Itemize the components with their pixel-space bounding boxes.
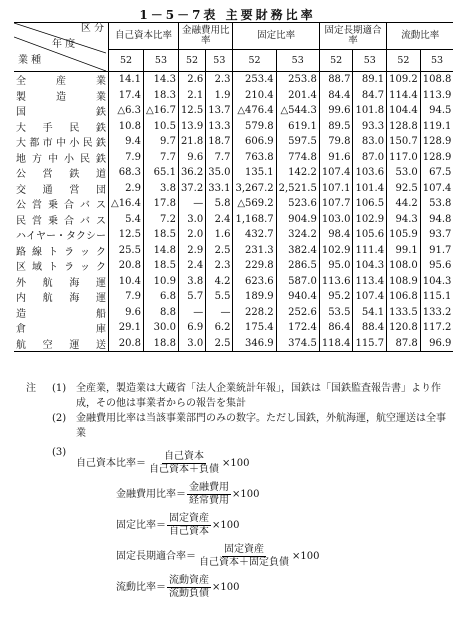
- table-cell: 3.0: [178, 212, 205, 228]
- table-cell: 20.8: [109, 258, 144, 274]
- table-row: [14, 305, 453, 321]
- table-cell: 117.0: [387, 150, 421, 166]
- table-cell: 105.6: [353, 227, 387, 243]
- table-cell: 115.7: [353, 336, 387, 352]
- table-cell: 5.7: [178, 289, 205, 305]
- table-cell: 119.1: [420, 119, 453, 135]
- formula-denominator: 自己資本＋固定負債: [199, 557, 289, 568]
- table-cell: 128.9: [420, 134, 453, 150]
- table-cell: 107.1: [319, 181, 353, 197]
- table-cell: 904.9: [276, 212, 319, 228]
- formula-fraction: [147, 451, 221, 476]
- table-cell: 201.4: [276, 88, 319, 104]
- table-cell: 86.4: [319, 320, 353, 336]
- corner-industry-label: 業 種: [18, 55, 42, 66]
- row-label: 外 航 海 運: [16, 277, 106, 289]
- table-cell: 374.5: [276, 336, 319, 352]
- table-cell: 113.9: [420, 88, 453, 104]
- table-cell: △16.4: [109, 196, 144, 212]
- table-cell: 432.7: [233, 227, 276, 243]
- table-row: [14, 103, 453, 119]
- table-cell: 113.4: [353, 274, 387, 290]
- table-cell: 111.4: [353, 243, 387, 259]
- formula-denominator: 自己資本＋負債: [149, 464, 219, 475]
- table-cell: 128.8: [387, 119, 421, 135]
- year-header: 52: [178, 50, 205, 72]
- formula: [76, 575, 446, 600]
- table-cell: 8.8: [143, 305, 178, 321]
- table-cell: 104.3: [353, 258, 387, 274]
- table-cell: 12.5: [178, 103, 205, 119]
- table-cell: 133.5: [387, 305, 421, 321]
- note-1-text: 全産業，製造業は大蔵省「法人企業統計年報」，国鉄は「国鉄監査報告書」より作成，その他は事業者からの報告を集計: [76, 383, 441, 409]
- table-cell: 7.7: [206, 150, 233, 166]
- table-title: 1－5－7表 主要財務比率: [139, 8, 316, 22]
- formula-fraction: [187, 482, 231, 507]
- formula-denominator: 流動負債: [169, 588, 209, 599]
- table-cell: △16.7: [143, 103, 178, 119]
- table-row: [14, 320, 453, 336]
- table-cell: 2.4: [206, 212, 233, 228]
- year-header: 52: [387, 50, 421, 72]
- formula-lhs: 固定長期適合率＝: [116, 551, 196, 562]
- formula: [76, 451, 446, 476]
- table-cell: 9.6: [178, 150, 205, 166]
- table-cell: 94.8: [420, 212, 453, 228]
- table-cell: 33.1: [206, 181, 233, 197]
- table-cell: 101.4: [353, 181, 387, 197]
- table-row: [14, 119, 453, 135]
- table-body: [14, 72, 453, 352]
- formula-list: [76, 445, 446, 600]
- table-cell: 95.0: [319, 258, 353, 274]
- table-cell: 6.2: [206, 320, 233, 336]
- table-cell: 117.2: [420, 320, 453, 336]
- table-cell: 18.7: [206, 134, 233, 150]
- table-cell: 579.8: [233, 119, 276, 135]
- table-cell: 95.6: [420, 258, 453, 274]
- formula-fraction: [167, 513, 211, 538]
- table-cell: 2.5: [206, 243, 233, 259]
- formula-multiplier: ×100: [232, 489, 260, 500]
- table-row: [14, 165, 453, 181]
- notes-label: 注: [26, 383, 36, 394]
- table-cell: 172.4: [276, 320, 319, 336]
- table-cell: 7.7: [143, 150, 178, 166]
- table-cell: 10.9: [143, 274, 178, 290]
- table-cell: 2.9: [178, 243, 205, 259]
- formula: [76, 544, 446, 569]
- row-label: 区域トラック: [16, 262, 106, 274]
- table-cell: 107.4: [319, 165, 353, 181]
- table-cell: 17.4: [109, 88, 144, 104]
- table-cell: 253.8: [276, 72, 319, 88]
- table-cell: 4.2: [206, 274, 233, 290]
- formula-fraction: [197, 544, 291, 569]
- table-cell: 44.2: [387, 196, 421, 212]
- table-cell: 107.4: [353, 289, 387, 305]
- table-cell: 346.9: [233, 336, 276, 352]
- row-label: 大 手 民 鉄: [16, 122, 106, 134]
- table-cell: 619.1: [276, 119, 319, 135]
- table-cell: 128.9: [420, 150, 453, 166]
- table-cell: 106.5: [353, 196, 387, 212]
- formula-lhs: 流動比率＝: [116, 582, 166, 593]
- note-2-text: 金融費用比率は当該事業部門のみの数字。ただし国鉄，外航海運，航空運送は全事業: [76, 413, 446, 439]
- group-header-fixed-ratio: 固定比率: [233, 23, 319, 50]
- row-label: 大都市中小民鉄: [16, 138, 106, 150]
- table-cell: 84.7: [353, 88, 387, 104]
- row-label: 公営乗合バス: [16, 200, 106, 212]
- table-cell: 54.1: [353, 305, 387, 321]
- table-cell: 9.4: [109, 134, 144, 150]
- table-cell: 88.4: [353, 320, 387, 336]
- table-cell: 18.5: [143, 258, 178, 274]
- table-cell: 150.7: [387, 134, 421, 150]
- table-cell: 36.2: [178, 165, 205, 181]
- table-cell: 37.2: [178, 181, 205, 197]
- table-cell: 623.6: [233, 274, 276, 290]
- table-row: [14, 289, 453, 305]
- table-cell: 13.3: [206, 119, 233, 135]
- table-cell: △544.3: [276, 103, 319, 119]
- row-label: 路線トラック: [16, 246, 106, 258]
- year-header: 52: [233, 50, 276, 72]
- group-header-fixed-long-term-ratio: 固定長期適合率: [319, 23, 386, 50]
- table-row: [14, 336, 453, 352]
- table-cell: 25.5: [109, 243, 144, 259]
- table-cell: 94.3: [387, 212, 421, 228]
- table-cell: 6.9: [178, 320, 205, 336]
- table-row: [14, 243, 453, 259]
- table-cell: 83.0: [353, 134, 387, 150]
- table-cell: —: [178, 305, 205, 321]
- year-header: 52: [319, 50, 353, 72]
- formula-fraction: [167, 575, 211, 600]
- table-row: [14, 258, 453, 274]
- table-cell: 105.9: [387, 227, 421, 243]
- table-cell: 17.8: [143, 196, 178, 212]
- table-cell: 13.7: [206, 103, 233, 119]
- table-row: [14, 196, 453, 212]
- table-cell: 2.1: [178, 88, 205, 104]
- table-cell: 65.1: [143, 165, 178, 181]
- table-cell: 1,168.7: [233, 212, 276, 228]
- year-header: 53: [276, 50, 319, 72]
- table-cell: 96.9: [420, 336, 453, 352]
- table-cell: 133.2: [420, 305, 453, 321]
- table-row: [14, 181, 453, 197]
- table-cell: 115.1: [420, 289, 453, 305]
- table-cell: 106.8: [387, 289, 421, 305]
- table-row: [14, 227, 453, 243]
- table-cell: 2.3: [206, 72, 233, 88]
- table-cell: 210.4: [233, 88, 276, 104]
- table-cell: 108.8: [420, 72, 453, 88]
- table-cell: 88.7: [319, 72, 353, 88]
- row-label: 国 鉄: [16, 107, 106, 119]
- table-cell: 10.5: [143, 119, 178, 135]
- formula-denominator: 経常費用: [189, 495, 229, 506]
- table-cell: 18.5: [143, 227, 178, 243]
- table-cell: 5.8: [206, 196, 233, 212]
- table-cell: 113.6: [319, 274, 353, 290]
- table-cell: 10.4: [109, 274, 144, 290]
- table-cell: 6.8: [143, 289, 178, 305]
- table-cell: —: [206, 305, 233, 321]
- formula-multiplier: ×100: [212, 582, 240, 593]
- table-row: [14, 88, 453, 104]
- table-cell: 84.4: [319, 88, 353, 104]
- table-cell: 2.0: [178, 227, 205, 243]
- table-cell: 606.9: [233, 134, 276, 150]
- table-cell: 3.8: [143, 181, 178, 197]
- table-cell: 79.8: [319, 134, 353, 150]
- table-cell: 14.8: [143, 243, 178, 259]
- table-cell: 91.7: [420, 243, 453, 259]
- table-row: [14, 212, 453, 228]
- row-label: 全 産 業: [16, 76, 106, 88]
- table-row: [14, 274, 453, 290]
- note-1-mark: (1): [52, 383, 67, 394]
- table-cell: 14.1: [109, 72, 144, 88]
- formula-multiplier: ×100: [212, 520, 240, 531]
- row-label: 航 空 運 送: [14, 336, 109, 352]
- formula-lhs: 金融費用比率＝: [116, 489, 186, 500]
- table-cell: 253.4: [233, 72, 276, 88]
- table-cell: 142.2: [276, 165, 319, 181]
- table-cell: 2.6: [178, 72, 205, 88]
- row-label: 公 営 鉄 道: [16, 169, 106, 181]
- financial-ratio-table: [14, 22, 453, 352]
- table-cell: 92.5: [387, 181, 421, 197]
- table-cell: 95.2: [319, 289, 353, 305]
- table-row: [14, 134, 453, 150]
- group-header-financial-cost-ratio: 金融費用比率: [178, 23, 233, 50]
- table-cell: 108.0: [387, 258, 421, 274]
- table-cell: 597.5: [276, 134, 319, 150]
- table-cell: 523.6: [276, 196, 319, 212]
- table-cell: 2,521.5: [276, 181, 319, 197]
- row-label: 交 通 営 団: [16, 184, 106, 196]
- row-label: 造 船: [16, 308, 106, 320]
- table-cell: 1.9: [206, 88, 233, 104]
- table-cell: 3.0: [178, 336, 205, 352]
- table-cell: 87.0: [353, 150, 387, 166]
- row-label: ハイヤー・タクシー: [16, 231, 106, 243]
- table-cell: 3,267.2: [233, 181, 276, 197]
- table-cell: 13.9: [178, 119, 205, 135]
- table-cell: 9.7: [143, 134, 178, 150]
- table-cell: 89.1: [353, 72, 387, 88]
- table-cell: 18.3: [143, 88, 178, 104]
- table-cell: 9.6: [109, 305, 144, 321]
- table-cell: 7.9: [109, 289, 144, 305]
- table-cell: 68.3: [109, 165, 144, 181]
- row-label: 民営乗合バス: [16, 215, 106, 227]
- table-cell: 1.6: [206, 227, 233, 243]
- table-cell: 120.8: [387, 320, 421, 336]
- table-cell: 2.9: [109, 181, 144, 197]
- table-cell: 228.2: [233, 305, 276, 321]
- table-cell: 109.2: [387, 72, 421, 88]
- table-cell: 5.4: [109, 212, 144, 228]
- table-cell: 10.8: [109, 119, 144, 135]
- formula-multiplier: ×100: [222, 458, 250, 469]
- table-cell: 87.8: [387, 336, 421, 352]
- table-cell: 18.8: [143, 336, 178, 352]
- row-label: 地方中小民鉄: [16, 153, 106, 165]
- year-header: 52: [109, 50, 144, 72]
- table-cell: 91.6: [319, 150, 353, 166]
- table-cell: 89.5: [319, 119, 353, 135]
- table-cell: 940.4: [276, 289, 319, 305]
- table-cell: △476.4: [233, 103, 276, 119]
- table-cell: —: [178, 196, 205, 212]
- table-cell: 53.8: [420, 196, 453, 212]
- corner-category-label: 区 分: [80, 23, 104, 34]
- table-cell: 102.9: [353, 212, 387, 228]
- table-cell: 29.1: [109, 320, 144, 336]
- table-cell: 103.0: [319, 212, 353, 228]
- table-cell: 324.2: [276, 227, 319, 243]
- table-cell: 53.5: [319, 305, 353, 321]
- table-cell: 2.5: [206, 336, 233, 352]
- row-label: 製 造 業: [16, 91, 106, 103]
- formula-denominator: 自己資本: [169, 526, 209, 537]
- table-cell: 102.9: [319, 243, 353, 259]
- note-2-mark: (2): [52, 413, 67, 424]
- note-3-mark: (3): [52, 447, 67, 458]
- header-corner: [14, 23, 109, 72]
- table-row: [14, 150, 453, 166]
- formula-numerator: 金融費用: [189, 482, 229, 493]
- table-cell: 286.5: [276, 258, 319, 274]
- table-row: [14, 72, 453, 88]
- formula-multiplier: ×100: [292, 551, 320, 562]
- table-cell: 135.1: [233, 165, 276, 181]
- formula-numerator: 固定資産: [224, 544, 264, 555]
- table-cell: 7.2: [143, 212, 178, 228]
- table-cell: 114.4: [387, 88, 421, 104]
- table-cell: 98.4: [319, 227, 353, 243]
- table-cell: 118.4: [319, 336, 353, 352]
- table-cell: 587.0: [276, 274, 319, 290]
- table-cell: 5.5: [206, 289, 233, 305]
- table-cell: △6.3: [109, 103, 144, 119]
- table-cell: 2.3: [206, 258, 233, 274]
- formula-numerator: 自己資本: [164, 451, 204, 462]
- table-cell: 252.6: [276, 305, 319, 321]
- table-cell: 94.5: [420, 103, 453, 119]
- table-cell: 30.0: [143, 320, 178, 336]
- table-cell: 382.4: [276, 243, 319, 259]
- group-header-current-ratio: 流動比率: [387, 23, 454, 50]
- table-cell: 104.4: [387, 103, 421, 119]
- table-cell: 21.8: [178, 134, 205, 150]
- table-cell: 99.1: [387, 243, 421, 259]
- formula-numerator: 流動資産: [169, 575, 209, 586]
- table-cell: 774.8: [276, 150, 319, 166]
- table-cell: 2.4: [178, 258, 205, 274]
- table-cell: 53.0: [387, 165, 421, 181]
- year-header: 53: [420, 50, 453, 72]
- table-cell: 93.3: [353, 119, 387, 135]
- table-cell: 175.4: [233, 320, 276, 336]
- table-cell: 108.9: [387, 274, 421, 290]
- corner-year-label: 年 度: [52, 39, 76, 50]
- notes-section: [26, 381, 446, 600]
- table-cell: 7.9: [109, 150, 144, 166]
- table-cell: 104.3: [420, 274, 453, 290]
- table-cell: 93.7: [420, 227, 453, 243]
- year-header: 53: [353, 50, 387, 72]
- table-cell: 189.9: [233, 289, 276, 305]
- table-cell: 763.8: [233, 150, 276, 166]
- row-label: 内 航 海 運: [16, 293, 106, 305]
- group-header-equity-ratio: 自己資本比率: [109, 23, 179, 50]
- table-cell: 14.3: [143, 72, 178, 88]
- row-label: 倉 庫: [16, 324, 106, 336]
- table-cell: 67.5: [420, 165, 453, 181]
- formula: [76, 513, 446, 538]
- table-cell: 101.8: [353, 103, 387, 119]
- formula-numerator: 固定資産: [169, 513, 209, 524]
- table-cell: 3.8: [178, 274, 205, 290]
- year-header: 53: [206, 50, 233, 72]
- table-cell: 107.7: [319, 196, 353, 212]
- table-cell: 229.8: [233, 258, 276, 274]
- table-cell: 35.0: [206, 165, 233, 181]
- formula: [76, 482, 446, 507]
- year-header: 53: [143, 50, 178, 72]
- table-cell: 103.6: [353, 165, 387, 181]
- formula-lhs: 自己資本比率＝: [76, 458, 146, 469]
- table-cell: △569.2: [233, 196, 276, 212]
- table-cell: 99.6: [319, 103, 353, 119]
- table-cell: 231.3: [233, 243, 276, 259]
- table-cell: 20.8: [109, 336, 144, 352]
- table-cell: 12.5: [109, 227, 144, 243]
- formula-lhs: 固定比率＝: [116, 520, 166, 531]
- table-cell: 107.4: [420, 181, 453, 197]
